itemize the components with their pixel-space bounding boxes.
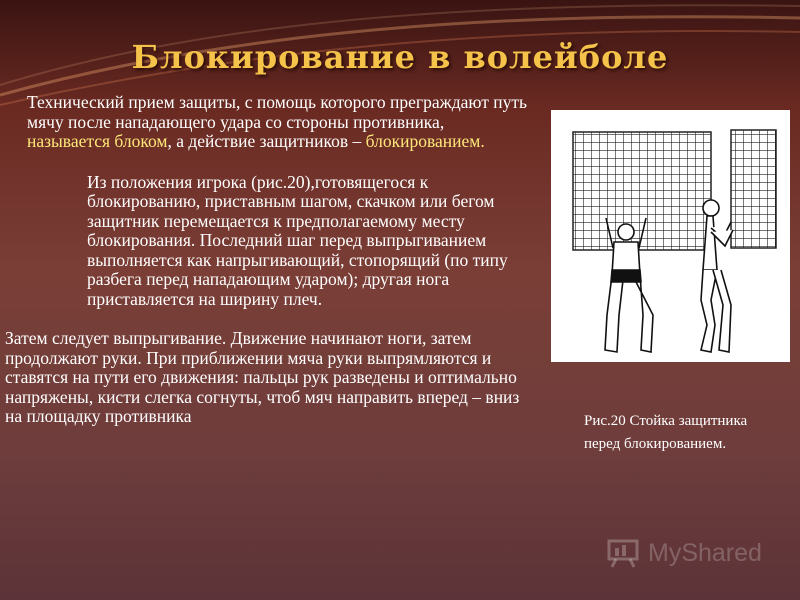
net-side-view: [731, 130, 776, 248]
watermark: [606, 538, 762, 568]
paragraph-definition-term-blocking: блокированием.: [365, 131, 485, 151]
slide-title: Блокирование в волейболе: [131, 38, 669, 76]
slide-body: [5, 93, 530, 427]
player-side-view: [701, 200, 733, 352]
paragraph-movement: Из положения игрока (рис.20),готовящегося к блокированию, приставным шагом, скачком или бегом защитник перемещается к предполагаемому месту блокирования. Последний шаг перед выпрыгиванием выполняется как напрыгивающий, стопорящий (по типу разбега перед нападающим ударом); другая нога приставляется на ширину плеч.: [87, 171, 508, 309]
paragraph-definition-term-block: называется блоком: [27, 131, 168, 151]
figure-blocking-stance: [551, 110, 790, 362]
paragraph-definition: [5, 93, 530, 152]
watermark-text: MyShared: [648, 538, 762, 567]
paragraph-jump: Затем следует выпрыгивание. Движение начинают ноги, затем продолжают руки. При приближении мяча руки выпрямляются и ставятся на пути его движения: пальцы рук разведены и оптимально напряжены, кисти слегка согнуты, чтоб мяч направить вперед – вниз на площадку противника: [5, 328, 520, 426]
figure-caption: Рис.20 Стойка защитника перед блокированием.: [584, 413, 748, 452]
paragraph-definition-text-c: , а действие защитников –: [167, 131, 366, 151]
figure-drawing: [551, 110, 790, 362]
presentation-board-icon: [606, 538, 644, 568]
paragraph-definition-text-a: Технический прием защиты, с помощь которого преграждают путь мячу после нападающего удара со стороны противника,: [27, 92, 527, 132]
